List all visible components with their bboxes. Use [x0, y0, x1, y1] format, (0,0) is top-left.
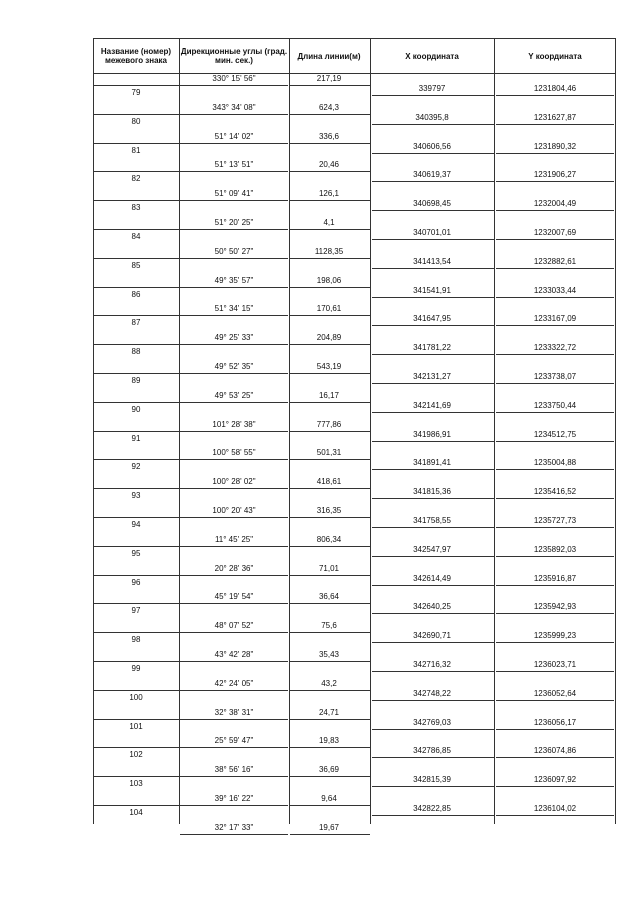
marker-rule [94, 459, 179, 460]
marker-rule [94, 632, 179, 633]
coord-rule [372, 412, 494, 413]
marker-y-coordinate: 1234512,75 [533, 429, 577, 439]
coord-rule [496, 613, 614, 614]
marker-rule [94, 402, 179, 403]
segment-rule [290, 603, 370, 604]
marker-number: 96 [131, 577, 141, 587]
segment-length: 71,01 [318, 563, 340, 573]
coord-rule [496, 469, 614, 470]
marker-x-coordinate: 342131,27 [413, 372, 451, 381]
marker-number: 101 [129, 721, 143, 731]
marker-x-coordinate: 342547,97 [413, 544, 451, 554]
segment-rule [290, 315, 370, 316]
marker-number: 103 [129, 779, 143, 789]
marker-y-coordinate: 1231804,46 [533, 84, 577, 93]
marker-rule [94, 575, 179, 576]
marker-y-coordinate: 1235892,03 [533, 544, 577, 554]
coord-rule [372, 757, 494, 758]
marker-rule [94, 344, 179, 345]
coord-rule [372, 354, 494, 355]
segment-rule [180, 690, 288, 691]
segment-rule [290, 431, 370, 432]
marker-y-coordinate: 1233033,44 [533, 285, 577, 295]
marker-rule [94, 747, 179, 748]
marker-number: 102 [129, 750, 143, 760]
coord-rule [496, 354, 614, 355]
segment-rule [290, 661, 370, 662]
segment-rule [180, 805, 288, 806]
marker-y-coordinate: 1231890,32 [533, 141, 577, 151]
coord-rule [372, 585, 494, 586]
segment-length: 43,2 [321, 678, 337, 688]
marker-x-coordinate: 342822,85 [413, 804, 451, 813]
segment-rule [290, 488, 370, 489]
marker-number: 91 [131, 433, 141, 443]
marker-number: 97 [131, 606, 141, 616]
marker-number: 92 [131, 462, 141, 472]
segment-rule [290, 171, 370, 172]
segment-rule [290, 459, 370, 460]
segment-rule [290, 546, 370, 547]
coord-rule [372, 383, 494, 384]
segment-length: 75,6 [321, 621, 337, 631]
segment-rule [180, 171, 288, 172]
marker-y-coordinate: 1233167,09 [533, 314, 577, 324]
segment-rule [290, 632, 370, 633]
marker-rule [94, 719, 179, 720]
marker-x-coordinate: 341758,55 [413, 516, 451, 525]
segment-rule [290, 719, 370, 720]
marker-number: 94 [131, 520, 141, 529]
marker-rule [94, 661, 179, 662]
marker-rule [94, 776, 179, 777]
marker-x-coordinate: 341986,91 [413, 429, 451, 439]
segment-length: 19,67 [318, 822, 340, 832]
segment-rule [180, 632, 288, 633]
segment-rule [180, 517, 288, 518]
segment-angle: 20° 28' 36" [214, 563, 254, 573]
header-y-coordinate: Y координата [528, 51, 582, 61]
column-divider [494, 38, 495, 824]
marker-y-coordinate: 1236023,71 [533, 660, 577, 669]
segment-length: 806,34 [316, 534, 342, 544]
marker-y-coordinate: 1236056,17 [533, 717, 577, 727]
marker-number: 98 [131, 635, 141, 645]
coord-rule [372, 556, 494, 557]
segment-rule [290, 776, 370, 777]
segment-rule [180, 459, 288, 460]
coord-rule [496, 441, 614, 442]
marker-x-coordinate: 342786,85 [413, 746, 451, 756]
marker-y-coordinate: 1232004,49 [533, 199, 577, 209]
segment-rule [290, 575, 370, 576]
segment-rule [290, 344, 370, 345]
coord-rule [496, 325, 614, 326]
segment-length: 543,19 [316, 362, 342, 371]
coord-rule [496, 124, 614, 125]
coord-rule [496, 268, 614, 269]
coord-rule [372, 153, 494, 154]
segment-angle: 100° 20' 43" [212, 506, 256, 515]
marker-rule [94, 114, 179, 115]
coord-rule [496, 210, 614, 211]
marker-rule [94, 805, 179, 806]
segment-length: 4,1 [323, 218, 335, 227]
marker-x-coordinate: 342690,71 [413, 631, 451, 641]
segment-rule [180, 287, 288, 288]
coord-rule [372, 95, 494, 96]
coord-rule [496, 585, 614, 586]
segment-rule [180, 834, 288, 835]
column-divider [370, 38, 371, 824]
marker-y-coordinate: 1235416,52 [533, 487, 577, 497]
marker-x-coordinate: 341891,41 [413, 458, 451, 468]
marker-number: 95 [131, 548, 141, 558]
marker-y-coordinate: 1232882,61 [533, 256, 577, 266]
coord-rule [496, 815, 614, 816]
segment-rule [180, 229, 288, 230]
coord-rule [496, 239, 614, 240]
marker-y-coordinate: 1236104,02 [533, 804, 577, 813]
segment-angle: 49° 35' 57" [214, 275, 254, 285]
marker-x-coordinate: 342640,25 [413, 602, 451, 612]
coord-rule [496, 383, 614, 384]
segment-angle: 45° 19' 54" [214, 592, 254, 602]
coord-rule [496, 95, 614, 96]
marker-number: 80 [131, 116, 141, 126]
segment-length: 777,86 [316, 419, 342, 429]
marker-number: 89 [131, 376, 141, 385]
segment-length: 316,35 [316, 506, 342, 515]
coord-rule [496, 153, 614, 154]
segment-angle: 11° 45' 25" [214, 534, 254, 544]
marker-x-coordinate: 341541,91 [413, 285, 451, 295]
marker-rule [94, 315, 179, 316]
segment-angle: 48° 07' 52" [214, 621, 254, 631]
marker-y-coordinate: 1235916,87 [533, 573, 577, 583]
marker-y-coordinate: 1236097,92 [533, 775, 577, 785]
segment-angle: 49° 25' 33" [214, 333, 254, 343]
marker-rule [94, 603, 179, 604]
segment-rule [180, 546, 288, 547]
segment-rule [180, 200, 288, 201]
coord-rule [496, 729, 614, 730]
marker-x-coordinate: 342716,32 [413, 660, 451, 669]
segment-rule [290, 229, 370, 230]
marker-number: 99 [131, 664, 141, 673]
marker-rule [94, 171, 179, 172]
marker-rule [94, 143, 179, 144]
coord-rule [372, 124, 494, 125]
coord-rule [496, 671, 614, 672]
marker-x-coordinate: 341815,36 [413, 487, 451, 497]
marker-y-coordinate: 1235999,23 [533, 631, 577, 641]
marker-y-coordinate: 1232007,69 [533, 228, 577, 237]
coord-rule [372, 239, 494, 240]
coord-rule [496, 412, 614, 413]
segment-rule [180, 114, 288, 115]
marker-number: 88 [131, 347, 141, 357]
coord-rule [372, 786, 494, 787]
segment-rule [290, 805, 370, 806]
segment-rule [290, 373, 370, 374]
coord-rule [372, 498, 494, 499]
table-border-right [615, 38, 616, 824]
segment-length: 418,61 [316, 477, 342, 487]
coord-rule [496, 757, 614, 758]
coord-rule [372, 469, 494, 470]
segment-rule [180, 747, 288, 748]
marker-x-coordinate: 342769,03 [413, 717, 451, 727]
coord-rule [372, 700, 494, 701]
marker-rule [94, 431, 179, 432]
marker-number: 93 [131, 491, 141, 501]
segment-rule [290, 258, 370, 259]
marker-y-coordinate: 1233750,44 [533, 400, 577, 410]
coord-rule [372, 613, 494, 614]
segment-length: 16,17 [318, 390, 340, 400]
segment-rule [290, 200, 370, 201]
marker-number: 100 [129, 692, 143, 702]
segment-length: 35,43 [318, 650, 340, 659]
segment-angle: 51° 14' 02" [214, 131, 254, 141]
marker-y-coordinate: 1231627,87 [533, 112, 577, 122]
header-marker-name: Название (номер) межевого знака [100, 47, 172, 65]
segment-angle: 32° 17' 33" [214, 822, 254, 832]
segment-length: 204,89 [316, 333, 342, 343]
marker-number: 82 [131, 174, 141, 184]
segment-angle: 39° 16' 22" [214, 794, 254, 803]
marker-rule [94, 488, 179, 489]
segment-angle: 38° 56' 16" [214, 765, 254, 775]
segment-angle: 51° 13' 51" [214, 160, 254, 170]
marker-number: 84 [131, 232, 141, 241]
coord-rule [372, 181, 494, 182]
segment-angle: 32° 38' 31" [214, 707, 254, 717]
marker-x-coordinate: 341413,54 [413, 256, 451, 266]
coord-rule [496, 786, 614, 787]
segment-length: 624,3 [318, 102, 340, 112]
marker-rule [94, 373, 179, 374]
marker-x-coordinate: 340701,01 [413, 228, 451, 237]
coord-rule [372, 527, 494, 528]
header-line-length: Длина линии(м) [297, 51, 361, 61]
coord-rule [496, 297, 614, 298]
coord-rule [372, 815, 494, 816]
segment-rule [290, 143, 370, 144]
segment-rule [180, 431, 288, 432]
marker-rule [94, 258, 179, 259]
segment-angle: 43° 42' 28" [214, 650, 254, 659]
segment-length: 198,06 [316, 275, 342, 285]
segment-angle: 101° 28' 38" [212, 419, 256, 429]
marker-y-coordinate: 1231906,27 [533, 170, 577, 180]
segment-rule [290, 690, 370, 691]
marker-number: 83 [131, 203, 141, 213]
coord-rule [496, 642, 614, 643]
marker-number: 90 [131, 404, 141, 414]
marker-rule [94, 546, 179, 547]
coord-rule [372, 210, 494, 211]
marker-x-coordinate: 342614,49 [413, 573, 451, 583]
segment-length: 170,61 [316, 304, 342, 314]
segment-angle: 49° 52' 35" [214, 362, 254, 371]
segment-angle: 25° 59' 47" [214, 736, 254, 746]
segment-rule [180, 488, 288, 489]
segment-rule [180, 575, 288, 576]
segment-rule [180, 603, 288, 604]
marker-x-coordinate: 342815,39 [413, 775, 451, 785]
segment-angle: 50° 50' 27" [214, 246, 254, 256]
segment-rule [290, 85, 370, 86]
marker-number: 87 [131, 318, 141, 328]
coord-rule [496, 181, 614, 182]
segment-rule [180, 719, 288, 720]
coord-rule [496, 556, 614, 557]
segment-length: 126,1 [318, 189, 340, 199]
segment-angle: 51° 34' 15" [214, 304, 254, 314]
coord-rule [496, 527, 614, 528]
marker-x-coordinate: 340395,8 [415, 112, 449, 122]
coord-rule [496, 700, 614, 701]
segment-length: 36,69 [318, 765, 340, 775]
segment-length: 501,31 [316, 448, 342, 458]
segment-rule [180, 661, 288, 662]
segment-rule [180, 143, 288, 144]
coord-rule [372, 642, 494, 643]
segment-rule [290, 517, 370, 518]
marker-rule [94, 229, 179, 230]
coord-rule [372, 441, 494, 442]
coord-rule [496, 498, 614, 499]
segment-angle: 100° 58' 55" [212, 448, 256, 458]
marker-x-coordinate: 340619,37 [413, 170, 451, 180]
marker-number: 104 [129, 808, 143, 817]
marker-rule [94, 517, 179, 518]
segment-length: 9,64 [321, 794, 337, 803]
segment-rule [180, 315, 288, 316]
coord-rule [372, 297, 494, 298]
marker-number: 86 [131, 289, 141, 299]
segment-angle: 49° 53' 25" [214, 390, 254, 400]
marker-number: 79 [131, 88, 141, 97]
segment-angle: 51° 09' 41" [214, 189, 254, 199]
segment-rule [180, 258, 288, 259]
marker-y-coordinate: 1235727,73 [533, 516, 577, 525]
marker-x-coordinate: 342141,69 [413, 400, 451, 410]
segment-length: 336,6 [318, 131, 340, 141]
segment-length: 20,46 [318, 160, 340, 170]
segment-angle: 51° 20' 25" [214, 218, 254, 227]
segment-rule [180, 85, 288, 86]
marker-y-coordinate: 1235942,93 [533, 602, 577, 612]
marker-rule [94, 287, 179, 288]
segment-length: 1128,35 [314, 246, 344, 256]
marker-rule [94, 85, 179, 86]
segment-length: 36,64 [318, 592, 340, 602]
segment-rule [290, 114, 370, 115]
segment-angle: 330° 15' 56" [212, 74, 256, 83]
marker-y-coordinate: 1233322,72 [533, 343, 577, 353]
marker-y-coordinate: 1236074,86 [533, 746, 577, 756]
marker-rule [94, 200, 179, 201]
marker-x-coordinate: 340606,56 [413, 141, 451, 151]
table-border-top [93, 38, 616, 39]
marker-x-coordinate: 342748,22 [413, 688, 451, 698]
segment-length: 24,71 [318, 707, 340, 717]
segment-rule [180, 344, 288, 345]
marker-y-coordinate: 1236052,64 [533, 688, 577, 698]
marker-rule [94, 690, 179, 691]
segment-rule [290, 834, 370, 835]
marker-x-coordinate: 339797 [418, 84, 446, 93]
segment-length: 217,19 [316, 74, 342, 83]
segment-length: 19,83 [318, 736, 340, 746]
segment-angle: 100° 28' 02" [212, 477, 256, 487]
marker-y-coordinate: 1233738,07 [533, 372, 577, 381]
coord-rule [372, 671, 494, 672]
coord-rule [372, 325, 494, 326]
segment-rule [290, 402, 370, 403]
coord-rule [372, 268, 494, 269]
segment-rule [180, 402, 288, 403]
marker-number: 85 [131, 260, 141, 270]
header-x-coordinate: X координата [405, 51, 459, 61]
segment-angle: 42° 24' 05" [214, 678, 254, 688]
segment-rule [290, 747, 370, 748]
marker-x-coordinate: 340698,45 [413, 199, 451, 209]
marker-number: 81 [131, 145, 141, 155]
marker-x-coordinate: 341647,95 [413, 314, 451, 324]
segment-angle: 343° 34' 08" [212, 102, 256, 112]
segment-rule [180, 373, 288, 374]
marker-y-coordinate: 1235004,88 [533, 458, 577, 468]
segment-rule [290, 287, 370, 288]
coord-rule [372, 729, 494, 730]
segment-rule [180, 776, 288, 777]
marker-x-coordinate: 341781,22 [413, 343, 451, 353]
header-direction-angles: Дирекционные углы (град. мин. сек.) [180, 47, 288, 65]
